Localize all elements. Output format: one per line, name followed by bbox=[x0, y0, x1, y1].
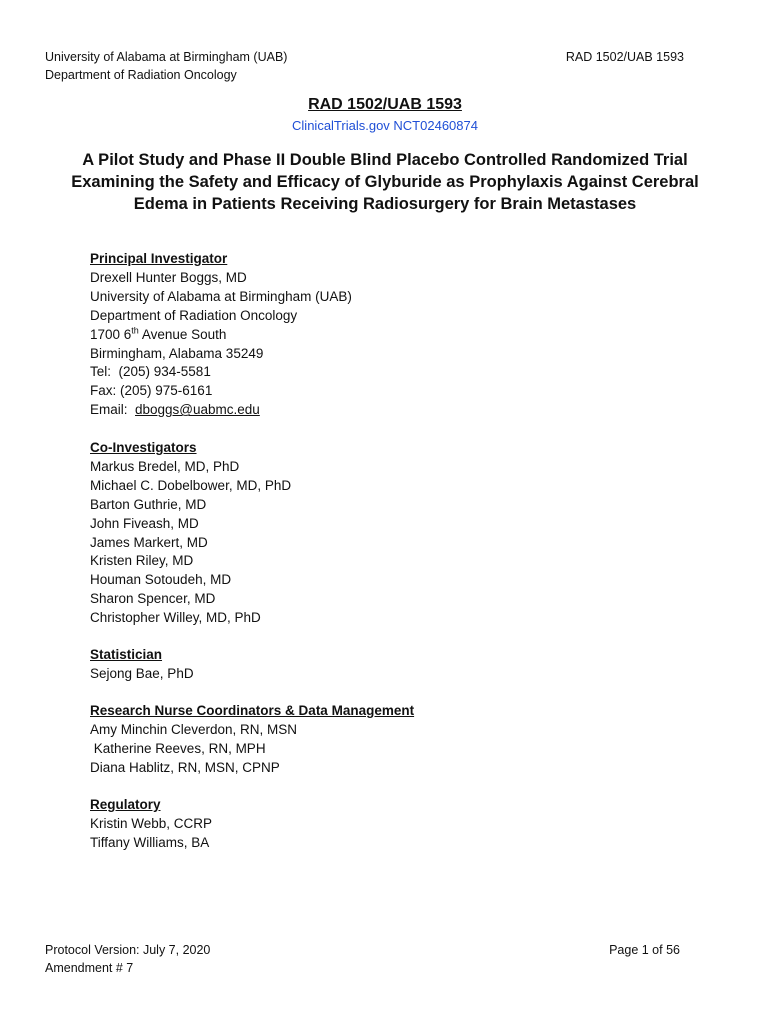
co-investigator-item: Sharon Spencer, MD bbox=[90, 591, 216, 607]
header-protocol-code: RAD 1502/UAB 1593 bbox=[565, 50, 684, 64]
co-investigator-item: Houman Sotoudeh, MD bbox=[90, 572, 232, 588]
footer-protocol-version: Protocol Version: July 7, 2020 bbox=[45, 943, 211, 957]
co-investigator-item: John Fiveash, MD bbox=[90, 515, 199, 531]
co-investigator-item: Christopher Willey, MD, PhD bbox=[90, 610, 261, 626]
co-investigator-item: Barton Guthrie, MD bbox=[90, 496, 207, 512]
section-heading-principal-investigator: Principal Investigator bbox=[90, 251, 228, 266]
regulatory-item: Tiffany Williams, BA bbox=[90, 834, 210, 850]
pi-tel: Tel: (205) 934-5581 bbox=[90, 364, 211, 380]
running-header-right bbox=[566, 48, 684, 66]
co-investigators-section bbox=[90, 439, 291, 628]
pi-email-label: Email: bbox=[90, 402, 136, 418]
footer-page-number: Page 1 of 56 bbox=[609, 943, 680, 957]
regulatory-item: Kristin Webb, CCRP bbox=[90, 815, 213, 831]
document-title: A Pilot Study and Phase II Double Blind Placebo Controlled Randomized Trial Examining the Safety and Efficacy of Glyburide as Prophylaxis Against Cerebral Edema in Patients Receiving Radiosurgery for Brain Metastases bbox=[71, 151, 699, 213]
pi-department: Department of Radiation Oncology bbox=[90, 307, 298, 323]
pi-email-link[interactable]: dboggs@uabmc.edu bbox=[135, 402, 260, 418]
co-investigator-item: James Markert, MD bbox=[90, 534, 208, 550]
pi-fax: Fax: (205) 975-6161 bbox=[90, 383, 213, 399]
section-heading-co-investigators: Co-Investigators bbox=[90, 440, 197, 455]
footer-right bbox=[609, 941, 680, 959]
pi-city: Birmingham, Alabama 35249 bbox=[90, 345, 264, 361]
research-nurse-section bbox=[90, 702, 414, 778]
study-id: RAD 1502/UAB 1593 bbox=[308, 96, 462, 113]
section-heading-regulatory: Regulatory bbox=[90, 797, 161, 812]
research-nurse-item: Diana Hablitz, RN, MSN, CPNP bbox=[90, 759, 280, 775]
principal-investigator-section bbox=[90, 250, 352, 420]
research-nurse-item: Amy Minchin Cleverdon, RN, MSN bbox=[90, 721, 298, 737]
footer-left bbox=[45, 941, 210, 977]
header-institution: University of Alabama at Birmingham (UAB) bbox=[45, 50, 288, 64]
pi-institution: University of Alabama at Birmingham (UAB) bbox=[90, 288, 352, 304]
section-heading-statistician: Statistician bbox=[90, 647, 163, 662]
pi-address bbox=[90, 326, 352, 345]
clinicaltrials-link[interactable]: ClinicalTrials.gov NCT02460874 bbox=[292, 118, 478, 133]
co-investigator-item: Kristen Riley, MD bbox=[90, 553, 194, 569]
running-header-left bbox=[45, 48, 287, 84]
co-investigator-item: Markus Bredel, MD, PhD bbox=[90, 458, 240, 474]
pi-address-ordinal: th bbox=[131, 325, 139, 336]
header-department: Department of Radiation Oncology bbox=[45, 68, 237, 82]
pi-address-number: 1700 6 bbox=[90, 326, 132, 342]
statistician-name: Sejong Bae, PhD bbox=[90, 665, 194, 681]
pi-address-street: Avenue South bbox=[138, 326, 227, 342]
section-heading-research-nurse: Research Nurse Coordinators & Data Management bbox=[90, 703, 415, 718]
footer-amendment: Amendment # 7 bbox=[45, 961, 134, 975]
research-nurse-item: Katherine Reeves, RN, MPH bbox=[90, 740, 266, 756]
co-investigator-item: Michael C. Dobelbower, MD, PhD bbox=[90, 477, 292, 493]
statistician-section bbox=[90, 646, 194, 684]
pi-email-line bbox=[90, 401, 352, 420]
regulatory-section bbox=[90, 796, 212, 853]
pi-name: Drexell Hunter Boggs, MD bbox=[90, 269, 247, 285]
